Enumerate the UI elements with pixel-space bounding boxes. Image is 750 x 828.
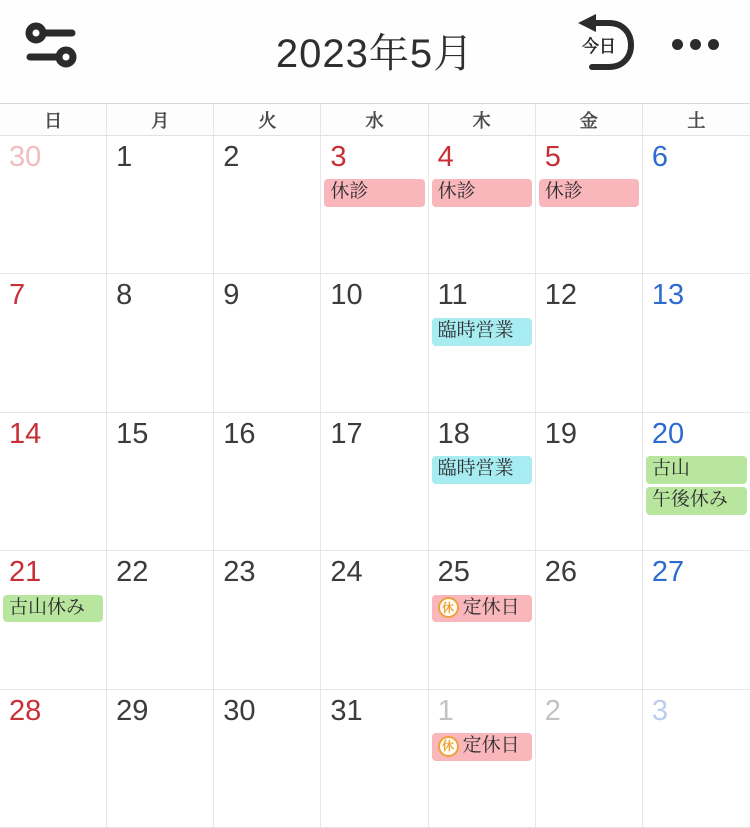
weekday-label: 月	[107, 104, 214, 135]
event-badge[interactable]	[3, 595, 103, 623]
weekday-label: 土	[687, 110, 706, 131]
day-cell[interactable]	[643, 413, 750, 551]
week-row	[0, 551, 750, 689]
today-button[interactable]	[568, 10, 640, 80]
day-cell[interactable]	[321, 690, 428, 828]
today-return-arrow-icon	[568, 37, 640, 83]
day-number: 12	[544, 279, 577, 312]
week-row	[0, 274, 750, 412]
event-badge[interactable]	[646, 456, 747, 484]
page-title: 2023年5月	[275, 32, 475, 76]
weekday-label: 火	[214, 104, 321, 135]
day-number: 29	[116, 694, 149, 727]
day-cell[interactable]	[643, 551, 750, 689]
day-cell[interactable]	[107, 413, 214, 551]
day-number: 2	[544, 694, 561, 727]
day-number: 3	[651, 694, 668, 727]
day-number: 21	[9, 556, 42, 589]
week-row	[0, 690, 750, 828]
day-cell[interactable]	[214, 551, 321, 689]
day-number: 25	[437, 556, 470, 589]
day-cell[interactable]	[321, 413, 428, 551]
day-cell[interactable]	[321, 136, 428, 274]
event-badge[interactable]	[646, 487, 747, 515]
week-row	[0, 413, 750, 551]
day-cell[interactable]	[536, 690, 643, 828]
event-label: 定休日	[462, 734, 520, 756]
day-cell[interactable]	[643, 274, 750, 412]
day-cell[interactable]	[429, 413, 536, 551]
event-label: 休診	[330, 181, 369, 203]
day-cell[interactable]	[321, 551, 428, 689]
day-number: 6	[651, 141, 668, 173]
event-badge[interactable]	[432, 179, 532, 207]
event-badge[interactable]	[432, 456, 532, 484]
rest-circle-icon: 休	[438, 597, 459, 618]
day-cell[interactable]	[0, 136, 107, 274]
event-badge[interactable]	[432, 733, 532, 761]
event-label: 古山休み	[9, 596, 86, 618]
day-number: 31	[330, 694, 363, 727]
day-number: 11	[437, 279, 468, 312]
day-number: 7	[9, 279, 26, 312]
day-cell[interactable]	[429, 551, 536, 689]
day-number: 2	[223, 141, 240, 173]
event-label: 臨時営業	[437, 458, 514, 480]
day-cell[interactable]	[0, 690, 107, 828]
weekday-header-row	[0, 104, 750, 136]
day-number: 24	[330, 556, 363, 589]
day-number: 30	[223, 694, 256, 727]
day-cell[interactable]	[429, 136, 536, 274]
day-cell[interactable]	[643, 690, 750, 828]
rest-circle-icon: 休	[438, 736, 459, 757]
weekday-label: 金	[536, 104, 643, 135]
weekday-label: 木	[429, 104, 536, 135]
day-number: 5	[544, 141, 561, 173]
day-cell[interactable]	[0, 413, 107, 551]
day-cell[interactable]	[214, 413, 321, 551]
weekday-label: 水	[321, 104, 428, 135]
event-badge[interactable]	[432, 318, 532, 346]
day-cell[interactable]	[429, 274, 536, 412]
svg-text:今日: 今日	[582, 37, 616, 56]
event-label: 休診	[544, 181, 583, 203]
event-label: 定休日	[462, 596, 520, 618]
event-badge[interactable]	[324, 179, 424, 207]
day-cell[interactable]	[0, 551, 107, 689]
day-cell[interactable]	[107, 551, 214, 689]
day-cell[interactable]	[536, 551, 643, 689]
day-cell[interactable]	[643, 136, 750, 274]
app-header	[0, 0, 750, 104]
day-number: 26	[544, 556, 577, 589]
event-badge[interactable]	[539, 179, 639, 207]
day-number: 1	[116, 141, 133, 173]
more-menu-button[interactable]	[662, 24, 728, 64]
day-cell[interactable]	[321, 274, 428, 412]
day-number: 17	[330, 417, 363, 450]
day-number: 30	[9, 141, 42, 173]
day-number: 3	[330, 141, 347, 173]
day-number: 16	[223, 417, 256, 450]
day-number: 14	[9, 417, 42, 450]
day-cell[interactable]	[0, 274, 107, 412]
day-number: 27	[651, 556, 685, 589]
day-number: 20	[651, 417, 685, 450]
event-badge[interactable]	[432, 595, 532, 623]
day-number: 28	[9, 694, 42, 727]
day-cell[interactable]	[214, 690, 321, 828]
day-cell[interactable]	[107, 690, 214, 828]
day-number: 1	[437, 694, 454, 727]
day-number: 8	[116, 279, 133, 312]
day-number: 10	[330, 279, 363, 312]
day-number: 13	[651, 279, 685, 312]
event-label: 休診	[437, 181, 476, 203]
day-number: 19	[544, 417, 577, 450]
week-row	[0, 136, 750, 274]
day-cell[interactable]	[536, 274, 643, 412]
day-number: 23	[223, 556, 256, 589]
event-label: 古山	[651, 458, 690, 480]
day-cell[interactable]	[107, 274, 214, 412]
day-number: 15	[116, 417, 149, 450]
ellipsis-icon	[672, 39, 719, 50]
day-cell[interactable]	[214, 136, 321, 274]
day-cell[interactable]	[429, 690, 536, 828]
event-label: 臨時営業	[437, 319, 514, 341]
day-cell[interactable]	[536, 136, 643, 274]
day-number: 4	[437, 141, 454, 173]
day-number: 22	[116, 556, 149, 589]
calendar-grid	[0, 136, 750, 828]
event-label: 午後休み	[651, 488, 728, 510]
weekday-label: 日	[0, 104, 107, 135]
day-number: 9	[223, 279, 240, 312]
day-cell[interactable]	[107, 136, 214, 274]
day-cell[interactable]	[536, 413, 643, 551]
day-cell[interactable]	[214, 274, 321, 412]
day-number: 18	[437, 417, 470, 450]
